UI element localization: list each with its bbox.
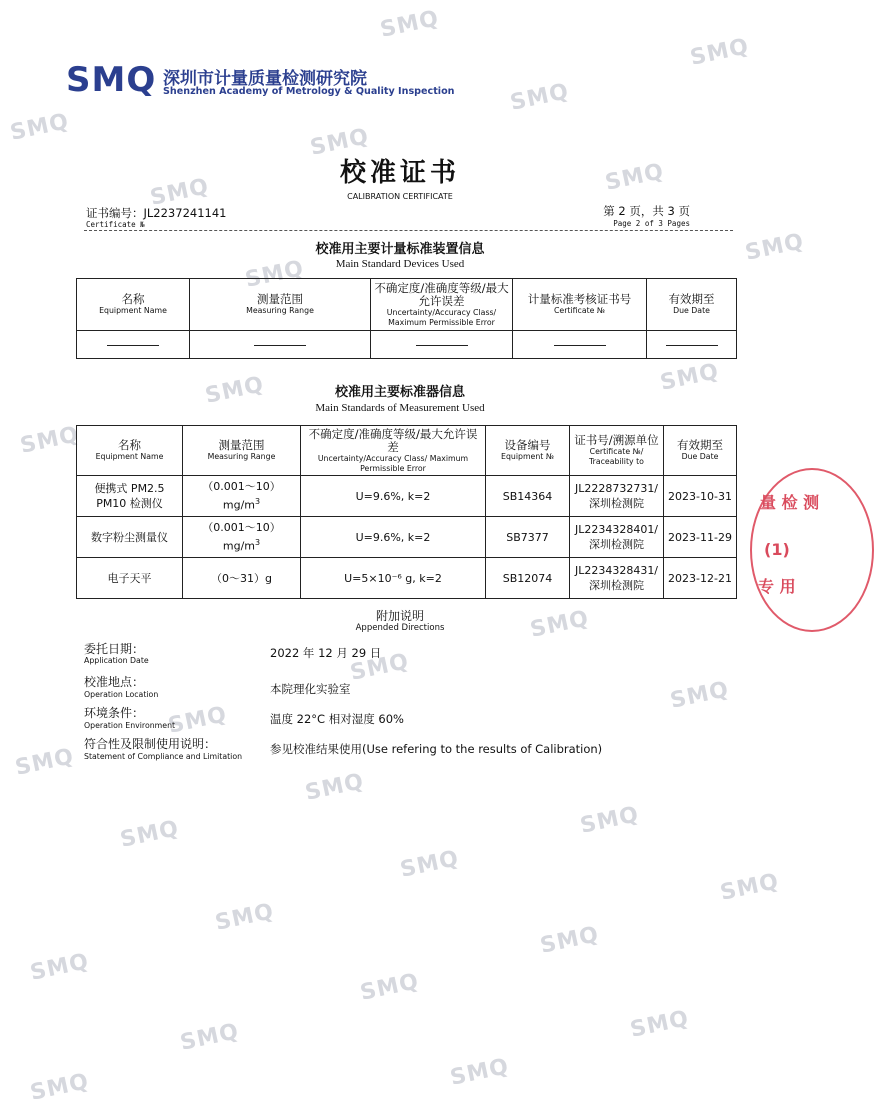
environment-value: 温度 22°C 相对湿度 60% (270, 712, 404, 726)
devices-section-title-en: Main Standard Devices Used (335, 258, 465, 270)
range-cell: （0.001～10） $mg/m^3$ (183, 476, 301, 517)
certificate-number-label-en: Certificate № (86, 220, 145, 229)
table-row (77, 331, 737, 359)
watermark: SMQ (378, 6, 442, 43)
watermark: SMQ (243, 256, 307, 293)
divider (84, 230, 733, 231)
range-cell: （0.001～10） $mg/m^3$ (183, 517, 301, 558)
environment-label: 环境条件： (84, 706, 145, 720)
standards-section-title-en: Main Standards of Measurement Used (315, 402, 485, 414)
watermark: SMQ (303, 769, 367, 806)
equipment-no-cell: SB12074 (486, 558, 570, 599)
watermark: SMQ (28, 949, 92, 986)
watermark: SMQ (213, 899, 277, 936)
watermark: SMQ (538, 922, 602, 959)
devices-table (76, 278, 737, 359)
watermark: SMQ (718, 869, 782, 906)
watermark: SMQ (203, 372, 267, 409)
appended-title-en: Appended Directions (355, 623, 445, 633)
standards-header-range: 测量范围 Measuring Range (183, 426, 301, 476)
devices-header-uncertainty: 不确定度/准确度等级/最大允许误差 Uncertainty/Accuracy Class/ Maximum Permissible Error (371, 279, 513, 331)
watermark: SMQ (358, 969, 422, 1006)
watermark: SMQ (308, 124, 372, 161)
watermark: SMQ (578, 802, 642, 839)
equipment-no-cell: SB7377 (486, 517, 570, 558)
watermark: SMQ (348, 649, 412, 686)
watermark: SMQ (8, 109, 72, 146)
standards-header-uncertainty: 不确定度/准确度等级/最大允许误差 Uncertainty/Accuracy Class/ Maximum Permissible Error (301, 426, 486, 476)
watermark: SMQ (28, 1069, 92, 1106)
table-row (77, 476, 737, 517)
blank-cell (77, 331, 190, 359)
certificate-number-label: 证书编号： (86, 206, 144, 220)
blank-cell (190, 331, 371, 359)
watermark: SMQ (148, 174, 212, 211)
blank-cell (647, 331, 737, 359)
equipment-name-cell: 便携式 PM2.5 PM10 检测仪 (77, 476, 183, 517)
watermark: SMQ (603, 159, 667, 196)
application-date-label: 委托日期： (84, 642, 145, 656)
blank-cell (513, 331, 647, 359)
application-date-value: 2022 年 12 月 29 日 (270, 646, 382, 660)
watermark: SMQ (658, 359, 722, 396)
watermark: SMQ (448, 1054, 512, 1091)
logo-mark: SMQ (66, 60, 157, 100)
standards-header-certificate: 证书号/溯源单位 Certificate №/ Traceability to (570, 426, 664, 476)
environment-label-en: Operation Environment (84, 721, 176, 730)
uncertainty-cell: U=5×10⁻⁶ g, k=2 (301, 558, 486, 599)
devices-header-name: 名称 Equipment Name (77, 279, 190, 331)
standards-table (76, 425, 737, 599)
org-name-cn: 深圳市计量质量检测研究院 (163, 69, 367, 89)
appended-title: 附加说明 (375, 609, 424, 623)
standards-header-name: 名称 Equipment Name (77, 426, 183, 476)
watermark: SMQ (668, 677, 732, 714)
due-date-cell: 2023-11-29 (664, 517, 737, 558)
official-seal: 量 检 测 (1) 专 用 (750, 468, 874, 632)
watermark: SMQ (166, 702, 230, 739)
due-date-cell: 2023-10-31 (664, 476, 737, 517)
range-cell: （0～31）g (183, 558, 301, 599)
standards-header-due-date: 有效期至 Due Date (664, 426, 737, 476)
uncertainty-cell: U=9.6%, k=2 (301, 517, 486, 558)
watermark: SMQ (508, 79, 572, 116)
table-row (77, 517, 737, 558)
page-indicator: 第 2 页，共 3 页 (603, 204, 690, 218)
watermark: SMQ (118, 816, 182, 853)
org-name-en: Shenzhen Academy of Metrology & Quality Inspection (163, 86, 455, 97)
watermark: SMQ (178, 1019, 242, 1056)
watermark: SMQ (688, 34, 752, 71)
watermark: SMQ (398, 846, 462, 883)
certificate-number (86, 205, 226, 221)
watermark: SMQ (743, 229, 807, 266)
devices-section-title: 校准用主要计量标准装置信息 (315, 242, 485, 257)
certificate-cell: JL2234328401/ 深圳检测院 (570, 517, 664, 558)
compliance-value: 参见校准结果使用(Use refering to the results of Calibration) (270, 742, 603, 756)
devices-header-range: 测量范围 Measuring Range (190, 279, 371, 331)
equipment-name-cell: 电子天平 (77, 558, 183, 599)
compliance-label: 符合性及限制使用说明： (84, 737, 217, 751)
certificate-cell: JL2234328431/ 深圳检测院 (570, 558, 664, 599)
devices-header-certificate: 计量标准考核证书号 Certificate № (513, 279, 647, 331)
due-date-cell: 2023-12-21 (664, 558, 737, 599)
compliance-label-en: Statement of Compliance and Limitation (84, 752, 243, 761)
page-title: 校准证书 (339, 158, 460, 188)
watermark: SMQ (13, 744, 77, 781)
standards-section-title: 校准用主要标准器信息 (334, 385, 465, 400)
equipment-name-cell: 数字粉尘测量仪 (77, 517, 183, 558)
location-value: 本院理化实验室 (270, 682, 351, 696)
uncertainty-cell: U=9.6%, k=2 (301, 476, 486, 517)
certificate-cell: JL2228732731/ 深圳检测院 (570, 476, 664, 517)
application-date-label-en: Application Date (84, 656, 149, 665)
location-label: 校准地点： (84, 675, 145, 689)
location-label-en: Operation Location (84, 690, 159, 699)
page-title-en: CALIBRATION CERTIFICATE (347, 192, 453, 201)
watermark: SMQ (18, 422, 82, 459)
table-row (77, 558, 737, 599)
watermark: SMQ (628, 1006, 692, 1043)
equipment-no-cell: SB14364 (486, 476, 570, 517)
devices-header-due-date: 有效期至 Due Date (647, 279, 737, 331)
standards-header-equipment-no: 设备编号 Equipment № (486, 426, 570, 476)
page-indicator-en: Page 2 of 3 Pages (613, 219, 690, 228)
blank-cell (371, 331, 513, 359)
watermark: SMQ (528, 606, 592, 643)
certificate-number-value: JL2237241141 (143, 206, 227, 220)
